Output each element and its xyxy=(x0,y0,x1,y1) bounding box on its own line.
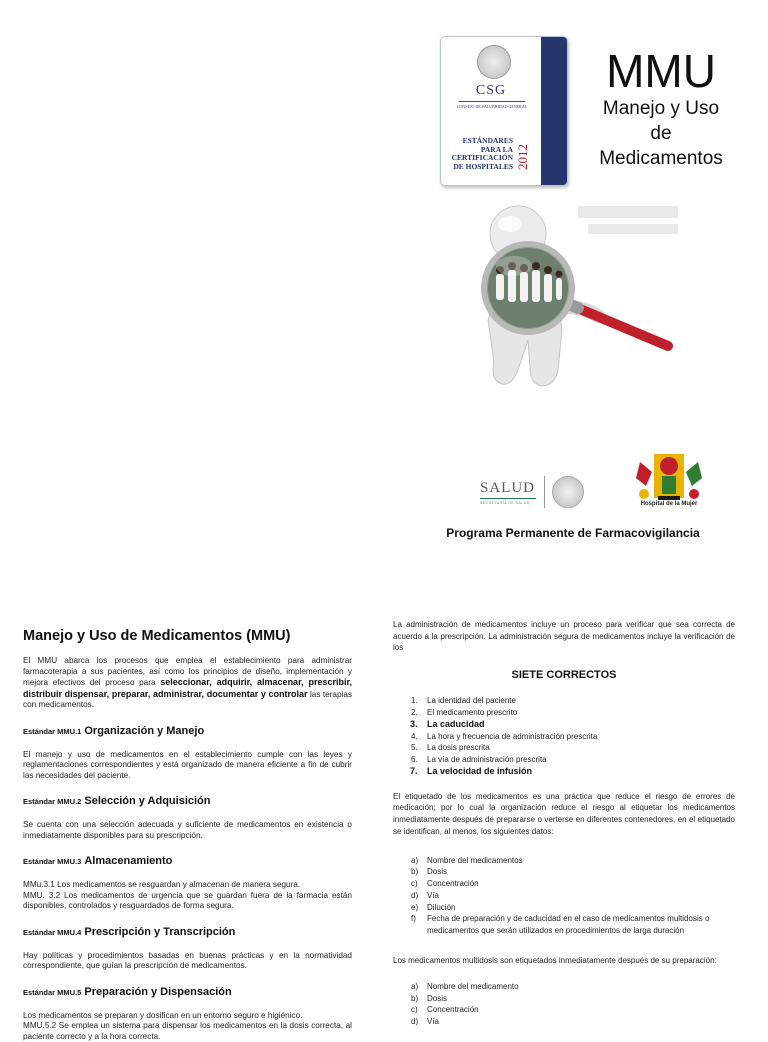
main-heading: Manejo y Uso de Medicamentos (MMU) xyxy=(23,628,352,644)
logo-rule xyxy=(459,101,525,102)
item-text: Dosis xyxy=(427,994,447,1003)
item-letter: b) xyxy=(411,993,418,1005)
list-item xyxy=(393,754,735,766)
intro-bold: seleccionar, adquirir, almacenar, prescribir, distribuir dispensar, preparar, administrar, documentar y controlar xyxy=(23,677,352,699)
item-text: Concentración xyxy=(427,1005,479,1014)
item-text: Fecha de preparación y de caducidad en el caso de medicamentos multidosis o medicamentos que serán utilizados en procedimientos de larga duración xyxy=(427,914,709,935)
standard-title: Almacenamiento xyxy=(84,855,172,867)
csg-standards xyxy=(445,137,513,171)
item-letter: e) xyxy=(411,902,418,914)
list-item xyxy=(393,878,735,890)
std-line: ESTÁNDARES xyxy=(445,137,513,146)
csg-abbr: CSG xyxy=(441,83,541,99)
siete-correctos-list xyxy=(393,695,735,778)
standard-text: MMu.3.1 Los medicamentos se resguardan y almacenan de manera segura. MMU. 3.2 Los medicamentos de urgencia que se guardan fuera de la farmacia están disponibles, controlados y resguardados de forma segura. xyxy=(23,880,352,912)
etiquetado-paragraph: El etiquetado de los medicamentos es una práctica que reduce el riesgo de errores de medicación; por lo cual la organización reduce el riesgo al etiquetar los medicamentos inmediatamente después de prepararse o verterse en diferentes contenedores, en el etiquetado se identifican, al menos, los siguientes datos: xyxy=(393,791,735,838)
item-number: 7. xyxy=(410,766,418,778)
item-text: La caducidad xyxy=(427,719,485,729)
standard-label: Estándar MMU.4 xyxy=(23,928,81,937)
list-item xyxy=(393,1016,735,1028)
subtitle-line: Manejo y Uso xyxy=(586,96,736,121)
item-text: Nombre del medicamentos xyxy=(427,856,523,865)
cover-subtitle xyxy=(586,96,736,171)
standard-text: Se cuenta con una selección adecuada y suficiente de medicamentos en existencia o inmediatamente disponibles para su prescripción. xyxy=(23,820,352,841)
item-text: La velocidad de infusión xyxy=(427,766,532,776)
csg-year: 2012 xyxy=(515,137,527,177)
item-letter: b) xyxy=(411,866,418,878)
list-item xyxy=(393,890,735,902)
siete-correctos-title: SIETE CORRECTOS xyxy=(393,669,735,681)
item-text: El medicamento prescrito xyxy=(427,708,517,717)
salud-separator xyxy=(544,476,545,508)
item-text: Vía xyxy=(427,1017,439,1026)
standard-heading xyxy=(23,721,352,739)
intro-paragraph xyxy=(23,656,352,711)
subtitle-line: de xyxy=(586,121,736,146)
logo-band xyxy=(541,37,567,185)
item-number: 5. xyxy=(411,742,418,754)
item-text: La hora y frecuencia de administración prescrita xyxy=(427,732,597,741)
left-column xyxy=(23,628,352,1042)
item-text: Vía xyxy=(427,891,439,900)
list-item xyxy=(393,766,735,778)
cover-abbreviation: MMU xyxy=(586,44,736,98)
standard-text: El manejo y uso de medicamentos en el establecimiento cumple con las leyes y reglamentaciones correspondientes y está organizado de manera eficiente a fin de cubrir las necesidades del paciente. xyxy=(23,750,352,782)
salud-logo xyxy=(470,472,588,512)
item-letter: c) xyxy=(411,1004,418,1016)
mexico-seal-icon xyxy=(552,476,584,508)
list-item xyxy=(393,707,735,719)
item-text: Dilución xyxy=(427,903,455,912)
standard-label: Estándar MMU.5 xyxy=(23,988,81,997)
item-number: 3. xyxy=(410,719,418,731)
standard-heading xyxy=(23,791,352,809)
item-number: 4. xyxy=(411,731,418,743)
item-text: La vía de administración prescrita xyxy=(427,755,547,764)
magnifier-figure-icon xyxy=(458,200,688,390)
std-line: DE HOSPITALES xyxy=(445,163,513,172)
standard-text: Hay políticas y procedimientos basadas en buenas prácticas y en la normatividad correspondiente, que guían la prescripción de medicamentos. xyxy=(23,951,352,972)
item-text: Nombre del medicamento xyxy=(427,982,519,991)
standard-heading xyxy=(23,922,352,940)
item-letter: d) xyxy=(411,890,418,902)
item-text: La identidad del paciente xyxy=(427,696,516,705)
item-letter: c) xyxy=(411,878,418,890)
right-column xyxy=(393,619,735,1028)
hospital-label: Hospital de la Mujer xyxy=(632,501,706,507)
standard-label: Estándar MMU.2 xyxy=(23,797,81,806)
list-item xyxy=(393,742,735,754)
list-item xyxy=(393,902,735,914)
list-item xyxy=(393,913,735,937)
standard-text: Los medicamentos se preparan y dosifican en un entorno seguro e higiénico. MMU.5.2 Se emplea un sistema para dispensar los medicamentos en la dosis correcta, al paciente correcto y a la hora correcta. xyxy=(23,1011,352,1042)
intro-text-end: las terapias con medicamentos. xyxy=(23,690,352,710)
list-item xyxy=(393,981,735,993)
item-text: Dosis xyxy=(427,867,447,876)
multidosis-paragraph: Los medicamentos multidosis son etiquetados inmediatamente después de su preparación: xyxy=(393,955,735,967)
csg-logo xyxy=(440,36,568,186)
standard-title: Selección y Adquisición xyxy=(84,795,210,807)
intro-text: El MMU abarca los procesos que emplea el establecimiento para administrar farmacoterapia a sus pacientes, así como los principios de diseño, implementación y mejora efectivos del proceso para xyxy=(23,656,352,687)
list-item xyxy=(393,731,735,743)
list-item xyxy=(393,695,735,707)
standard-title: Preparación y Dispensación xyxy=(84,986,231,998)
list-item xyxy=(393,993,735,1005)
std-line: CERTIFICACIÓN xyxy=(445,154,513,163)
program-title: Programa Permanente de Farmacovigilancia xyxy=(390,526,756,540)
item-letter: a) xyxy=(411,981,418,993)
item-number: 1. xyxy=(411,695,418,707)
item-number: 6. xyxy=(411,754,418,766)
salud-line xyxy=(480,498,536,499)
mexico-seal-icon xyxy=(477,45,511,79)
list-item xyxy=(393,1004,735,1016)
standard-heading xyxy=(23,851,352,869)
item-letter: a) xyxy=(411,855,418,867)
standard-label: Estándar MMU.1 xyxy=(23,727,81,736)
multidosis-list xyxy=(393,981,735,1028)
list-item xyxy=(393,866,735,878)
item-letter: f) xyxy=(411,913,416,925)
standard-heading xyxy=(23,982,352,1000)
subtitle-line: Medicamentos xyxy=(586,146,736,171)
list-item xyxy=(393,719,735,731)
item-number: 2. xyxy=(411,707,418,719)
item-letter: d) xyxy=(411,1016,418,1028)
administration-intro: La administración de medicamentos incluye un proceso para verificar que sea correcta de acuerdo a la prescripción. La administración segura de medicamentos incluye la verificación de los xyxy=(393,619,735,654)
standard-label: Estándar MMU.3 xyxy=(23,857,81,866)
salud-sub: SECRETARÍA DE SALUD xyxy=(480,501,530,505)
item-text: La dosis prescrita xyxy=(427,743,490,752)
standard-title: Prescripción y Transcripción xyxy=(84,926,235,938)
csg-council: CONSEJO DE SALUBRIDAD GENERAL xyxy=(451,104,533,109)
etiqueta-list xyxy=(393,855,735,938)
standard-title: Organización y Manejo xyxy=(84,725,204,737)
item-text: Concentración xyxy=(427,879,479,888)
std-line: PARA LA xyxy=(445,146,513,155)
salud-word: SALUD xyxy=(480,480,535,497)
list-item xyxy=(393,855,735,867)
